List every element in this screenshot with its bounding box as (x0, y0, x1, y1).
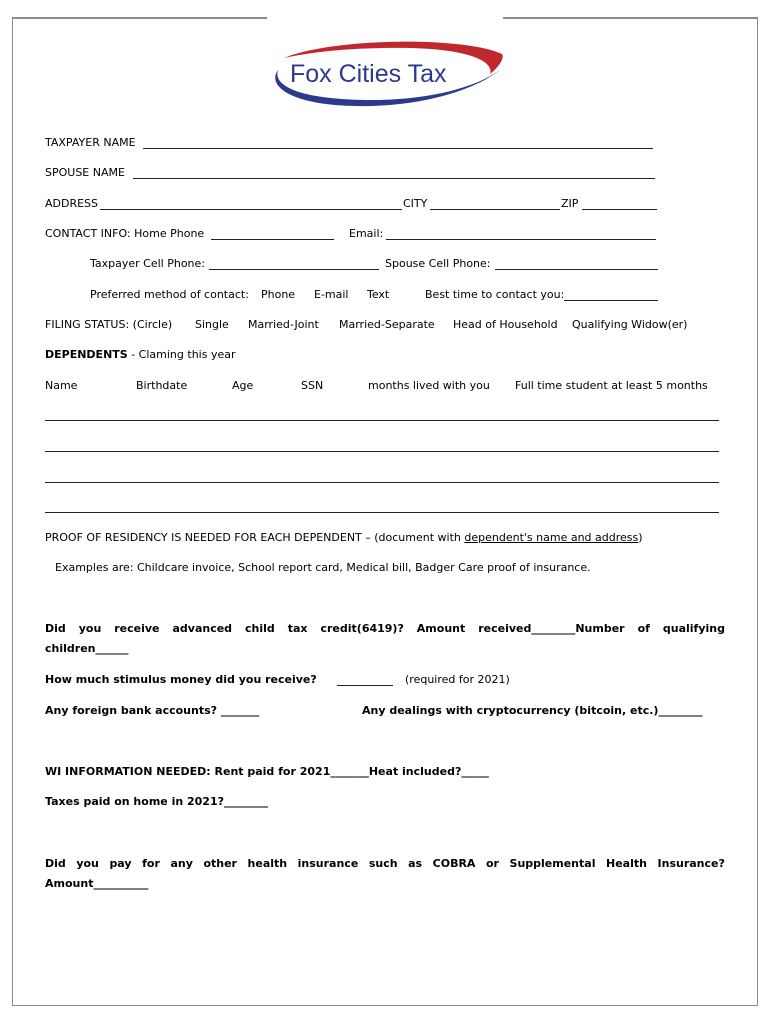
proof-text-end: ) (638, 531, 643, 544)
word: COBRA (432, 857, 476, 870)
fox-cities-tax-logo (262, 36, 512, 112)
email-field[interactable] (386, 239, 656, 240)
dependent-col-months: months lived with you (368, 379, 490, 392)
dependent-row-4[interactable] (45, 512, 719, 513)
word: Supplemental (509, 857, 596, 870)
zip-label: ZIP (561, 197, 579, 210)
filing-status-label: FILING STATUS: (Circle) (45, 318, 173, 331)
city-field[interactable] (430, 209, 560, 210)
word: you (76, 857, 99, 870)
word: receive (114, 622, 160, 635)
zip-field[interactable] (582, 209, 657, 210)
spouse-cell-label: Spouse Cell Phone: (385, 257, 491, 270)
address-label: ADDRESS (45, 197, 99, 210)
word: received________Number (478, 622, 625, 635)
word: any (170, 857, 193, 870)
taxpayer-name-field[interactable] (143, 148, 653, 149)
proof-of-residency-text (45, 531, 643, 544)
word: advanced (172, 622, 233, 635)
child-credit-question-cont: children______ (45, 642, 129, 655)
word: of (637, 622, 650, 635)
address-field[interactable] (100, 209, 402, 210)
taxpayer-cell-label: Taxpayer Cell Phone: (90, 257, 206, 270)
word: Health (606, 857, 647, 870)
dependents-heading (45, 348, 236, 361)
wi-information-question: WI INFORMATION NEEDED: Rent paid for 2021_______Heat included?_____ (45, 765, 489, 778)
filing-status-single[interactable]: Single (195, 318, 229, 331)
spouse-name-label: SPOUSE NAME (45, 166, 125, 179)
email-label: Email: (349, 227, 384, 240)
contact-method-email[interactable]: E-mail (314, 288, 349, 301)
examples-text: Examples are: Childcare invoice, School report card, Medical bill, Badger Care proof of insurance. (55, 561, 591, 574)
dependent-col-name: Name (45, 379, 78, 392)
top-border-right (503, 17, 757, 19)
word: Amount (416, 622, 466, 635)
logo-text: Fox Cities Tax (290, 60, 447, 88)
word: pay (109, 857, 132, 870)
stimulus-question: How much stimulus money did you receive? (45, 673, 317, 686)
best-time-label: Best time to contact you: (425, 288, 565, 301)
word: such (368, 857, 398, 870)
dependents-subtitle: - Claming this year (127, 348, 236, 361)
dependent-row-2[interactable] (45, 451, 719, 452)
filing-status-qualifying-widow[interactable]: Qualifying Widow(er) (572, 318, 688, 331)
word: other (203, 857, 237, 870)
stimulus-field[interactable] (337, 685, 393, 686)
word: insurance (297, 857, 359, 870)
foreign-accounts-question: Any foreign bank accounts? _______ (45, 704, 260, 717)
crypto-question: Any dealings with cryptocurrency (bitcoin, etc.)________ (362, 704, 703, 717)
word: Did (45, 857, 66, 870)
word: for (142, 857, 160, 870)
top-border-left (12, 17, 267, 19)
filing-status-head-of-household[interactable]: Head of Household (453, 318, 558, 331)
spouse-cell-field[interactable] (495, 269, 658, 270)
proof-text-underlined: dependent's name and address (464, 531, 639, 544)
health-insurance-question-cont: Amount__________ (45, 877, 149, 890)
dependent-row-3[interactable] (45, 482, 719, 483)
word: tax (287, 622, 308, 635)
preferred-contact-label: Preferred method of contact: (90, 288, 249, 301)
word: child (245, 622, 275, 635)
best-time-field[interactable] (564, 300, 658, 301)
dependent-col-birthdate: Birthdate (136, 379, 188, 392)
dependent-col-age: Age (232, 379, 254, 392)
proof-text-start: PROOF OF RESIDENCY IS NEEDED FOR EACH DEPENDENT – (document with (45, 531, 465, 544)
stimulus-note: (required for 2021) (405, 673, 510, 686)
word: qualifying (662, 622, 725, 635)
contact-method-phone[interactable]: Phone (261, 288, 296, 301)
child-credit-question (45, 622, 725, 635)
home-phone-field[interactable] (211, 239, 334, 240)
word: you (78, 622, 102, 635)
word: or (486, 857, 499, 870)
contact-method-text[interactable]: Text (367, 288, 390, 301)
word: Insurance? (657, 857, 725, 870)
word: Did (45, 622, 66, 635)
filing-status-married-separate[interactable]: Married-Separate (339, 318, 435, 331)
word: as (408, 857, 423, 870)
dependent-col-ssn: SSN (301, 379, 324, 392)
word: health (247, 857, 288, 870)
taxpayer-name-label: TAXPAYER NAME (45, 136, 136, 149)
word: credit(6419)? (320, 622, 404, 635)
contact-info-label: CONTACT INFO: Home Phone (45, 227, 205, 240)
health-insurance-question (45, 857, 725, 870)
dependents-title: DEPENDENTS (45, 348, 128, 361)
taxes-home-question: Taxes paid on home in 2021?________ (45, 795, 268, 808)
dependent-row-1[interactable] (45, 420, 719, 421)
taxpayer-cell-field[interactable] (209, 269, 379, 270)
dependent-col-student: Full time student at least 5 months (515, 379, 708, 392)
filing-status-married-joint[interactable]: Married-Joint (248, 318, 319, 331)
spouse-name-field[interactable] (133, 178, 655, 179)
city-label: CITY (403, 197, 428, 210)
